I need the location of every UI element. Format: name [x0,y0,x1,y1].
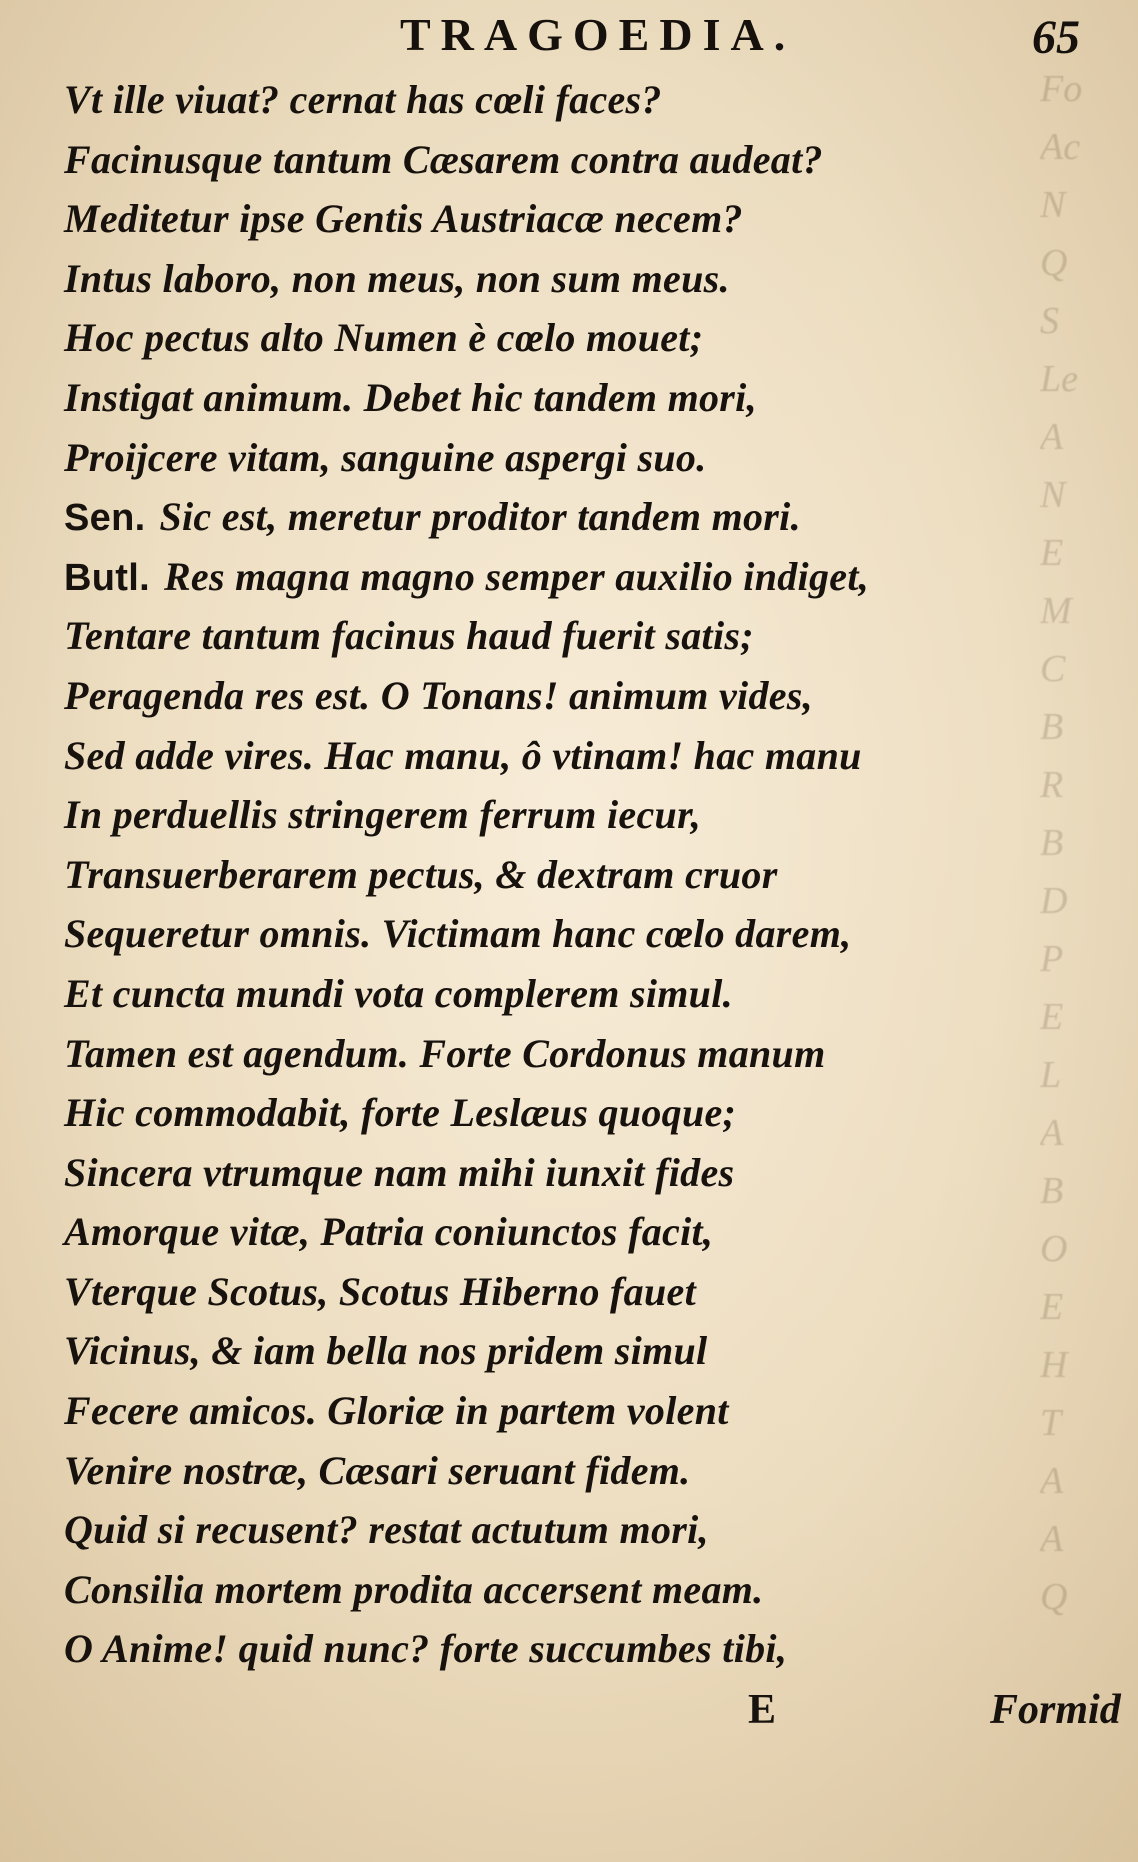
verse-line [64,70,1044,130]
verse-line [64,1024,1044,1084]
verse-text: Sincera vtrumque nam mihi iunxit fides [64,1149,735,1195]
verse-text: Res magna magno semper auxilio indiget, [163,553,870,599]
verse-line [64,1381,1044,1441]
verse-text: Quid si recusent? restat actutum mori, [64,1507,709,1553]
verse-line [64,130,1044,190]
verse-text: Vicinus, & iam bella nos pridem simul [64,1328,708,1374]
page-number: 65 [1032,11,1080,64]
catchword: Formid [990,1687,1121,1733]
verse-line [64,606,1044,666]
verse-text: Vterque Scotus, Scotus Hiberno fauet [64,1268,696,1314]
verse-text: Hic commodabit, forte Leslæus quoque; [64,1090,737,1136]
verse-text: Et cuncta mundi vota complerem simul. [64,970,733,1016]
speaker-label: Butl. [64,556,150,599]
verse-line [64,1441,1044,1501]
verse-line [64,1083,1044,1143]
verse-line [64,249,1044,309]
verse-text: Facinusque tantum Cæsarem contra audeat? [64,136,823,182]
verse-text: Tamen est agendum. Forte Cordonus manum [64,1030,826,1076]
verse-text: Peragenda res est. O Tonans! animum vides, [64,672,813,718]
verse-text: O Anime! quid nunc? forte succumbes tibi, [64,1626,788,1672]
reverse-page-bleed-through: Fo Ac N Q S Le A N E M C B R B D P E L A B O E H T A A Q [1040,68,1083,1618]
verse-line [64,428,1044,488]
verse-line [64,1202,1044,1262]
verse-text: Amorque vitæ, Patria coniunctos facit, [64,1209,714,1255]
verse-text: Consilia mortem prodita accersent meam. [64,1566,764,1612]
verse-text: Sequeretur omnis. Victimam hanc cœlo darem, [64,911,852,957]
verse-line [64,1143,1044,1203]
page-footer [0,1686,1138,1746]
verse-text: Transuerberarem pectus, & dextram cruor [64,851,778,897]
verse-line [64,845,1044,905]
verse-line [64,1619,1044,1679]
verse-line [64,1500,1044,1560]
verse-text: Proijcere vitam, sanguine aspergi suo. [64,434,707,480]
verse-line [64,1321,1044,1381]
verse-line [64,487,1044,547]
verse-line [64,1262,1044,1322]
speaker-label: Sen. [64,497,146,540]
verse-line [64,547,1044,607]
verse-text: Fecere amicos. Gloriæ in partem volent [64,1388,729,1434]
verse-line [64,726,1044,786]
verse-line [64,368,1044,428]
page-header [0,8,1138,64]
verse-line [64,964,1044,1024]
verse-text: In perduellis stringerem ferrum iecur, [64,792,702,838]
verse-text: Sic est, meretur proditor tandem mori. [159,494,801,540]
verse-text: Vt ille viuat? cernat has cœli faces? [64,77,662,122]
verse-line [64,904,1044,964]
verse-text: Meditetur ipse Gentis Austriacæ necem? [64,196,743,242]
verse-text: Tentare tantum facinus haud fuerit satis; [64,613,754,659]
signature-mark: E [748,1687,777,1733]
verse-line [64,785,1044,845]
verse-text: Venire nostræ, Cæsari seruant fidem. [64,1447,691,1493]
verse-line [64,189,1044,249]
verse-line [64,1560,1044,1620]
verse-line [64,308,1044,368]
verse-block [64,70,1044,1679]
verse-text: Sed adde vires. Hac manu, ô vtinam! hac manu [64,732,862,778]
verse-text: Hoc pectus alto Numen è cœlo mouet; [64,315,704,361]
verse-line [64,666,1044,726]
running-head: TRAGOEDIA. [400,9,796,60]
verse-text: Instigat animum. Debet hic tandem mori, [64,374,757,420]
verse-text: Intus laboro, non meus, non sum meus. [64,255,730,301]
